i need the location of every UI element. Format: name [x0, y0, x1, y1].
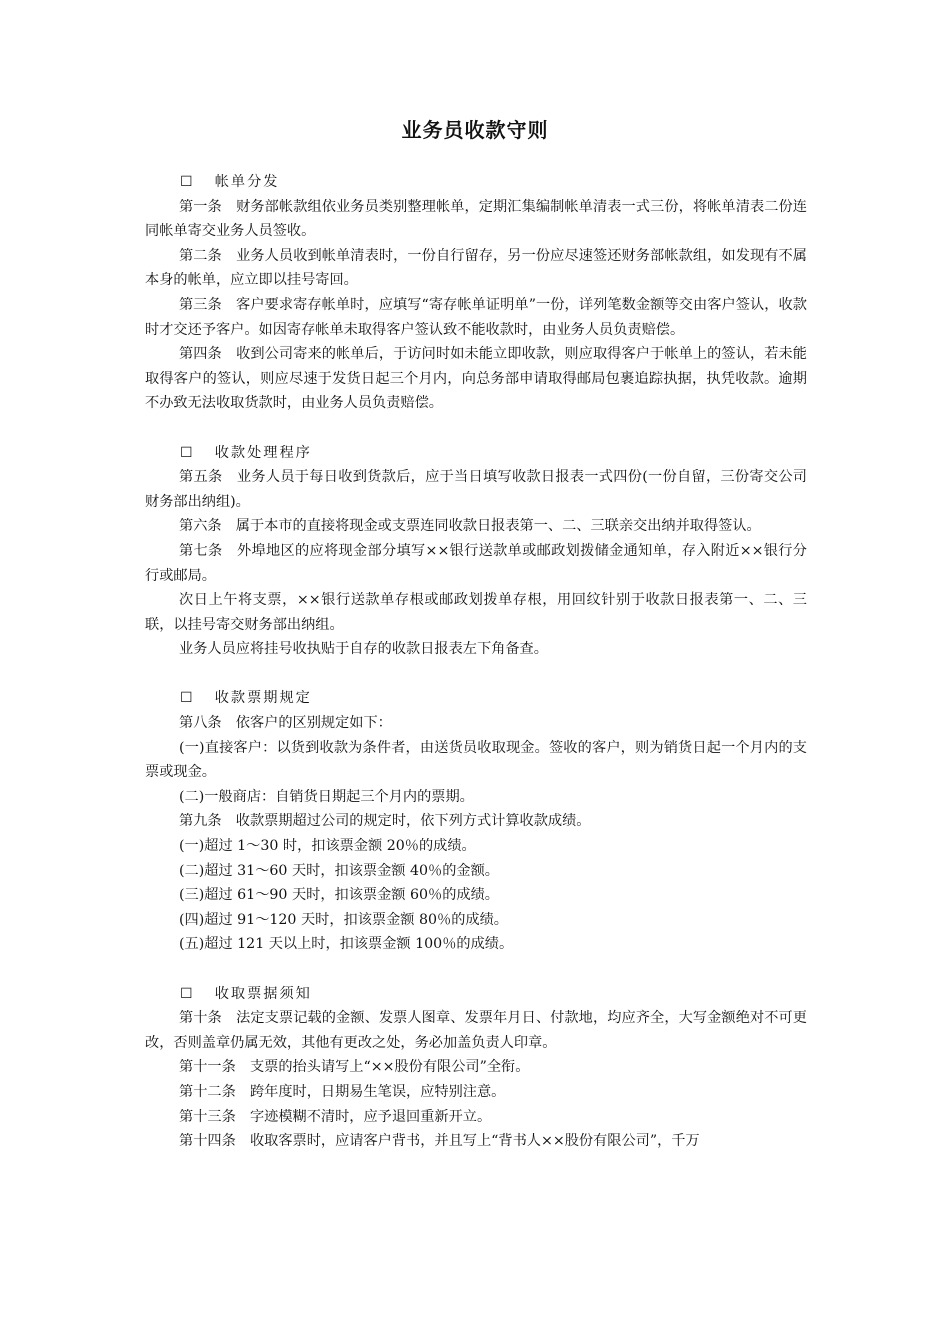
checkbox-icon: ☐ — [180, 444, 195, 461]
article-paragraph: 第九条 收款票期超过公司的规定时，依下列方式计算收款成绩。 — [179, 813, 591, 830]
section-spacer — [145, 416, 807, 441]
article-paragraph: 第五条 业务人员于每日收到货款后，应于当日填写收款日报表一式四份(一份自留，三份寄交公司财务部出纳组)。 — [145, 469, 807, 510]
section-heading — [180, 441, 807, 466]
article-paragraph: (三)超过 61～90 天时，扣该票金额 60％的成绩。 — [179, 887, 499, 904]
article-paragraph: (四)超过 91～120 天时，扣该票金额 80％的成绩。 — [179, 911, 508, 928]
article-paragraph: 次日上午将支票，××银行送款单存根或邮政划拨单存根，用回纹针别于收款日报表第一、二、三联，以挂号寄交财务部出纳组。 — [145, 592, 807, 633]
article-paragraph: (一)直接客户：以货到收款为条件者，由送货员收取现金。签收的客户，则为销货日起一个月内的支票或现金。 — [145, 739, 807, 781]
checkbox-icon: ☐ — [180, 174, 195, 190]
article-paragraph: 第二条 业务人员收到帐单清表时，一份自行留存，另一份应尽速签还财务部帐款组，如发现有不属本身的帐单，应立即以挂号寄回。 — [145, 247, 807, 289]
article-paragraph: (二)超过 31～60 天时，扣该票金额 40％的金额。 — [179, 862, 499, 879]
section-heading-text: 收款处理程序 — [214, 444, 312, 461]
page-title: 业务员收款守则 — [401, 118, 549, 142]
article-paragraph: 第十二条 跨年度时，日期易生笔误，应特别注意。 — [179, 1083, 506, 1100]
article-paragraph: 第四条 收到公司寄来的帐单后，于访问时如未能立即收款，则应取得客户于帐单上的签认，若未能取得客户的签认，则应尽速于发货日起三个月内，向总务部申请取得邮局包裹追踪执据，执凭收款。逾期不办致无法收取货款时，由业务人员负责赔偿。 — [145, 346, 807, 412]
article-paragraph: (二)一般商店：自销货日期起三个月内的票期。 — [179, 788, 474, 805]
document-body — [145, 170, 807, 1154]
article-paragraph: 第一条 财务部帐款组依业务员类别整理帐单，定期汇集编制帐单清表一式三份，将帐单清表二份连同帐单寄交业务人员签收。 — [145, 198, 807, 240]
section-spacer — [145, 957, 807, 982]
section-heading — [180, 170, 807, 195]
article-paragraph: 业务人员应将挂号收执贴于自存的收款日报表左下角备查。 — [179, 641, 548, 658]
article-paragraph: 第六条 属于本市的直接将现金或支票连同收款日报表第一、二、三联亲交出纳并取得签认。 — [179, 518, 761, 535]
article-paragraph: 第七条 外埠地区的应将现金部分填写××银行送款单或邮政划拨储金通知单，存入附近××银行分行或邮局。 — [145, 542, 807, 584]
section-spacer — [145, 662, 807, 687]
article-paragraph: 第十条 法定支票记载的金额、发票人图章、发票年月日、付款地，均应齐全，大写金额绝对不可更改，否则盖章仍属无效，其他有更改之处，务必加盖负责人印章。 — [145, 1010, 807, 1051]
section-heading — [180, 982, 807, 1007]
article-paragraph: 第十四条 收取客票时，应请客户背书，并且写上“背书人××股份有限公司”，千万 — [179, 1133, 700, 1150]
article-paragraph: (五)超过 121 天以上时，扣该票金额 100％的成绩。 — [179, 936, 514, 953]
article-paragraph: 第八条 依客户的区别规定如下： — [179, 715, 392, 732]
article-paragraph: 第三条 客户要求寄存帐单时，应填写“寄存帐单证明单”一份，详列笔数金额等交由客户签认，收款时才交还予客户。如因寄存帐单未取得客户签认致不能收款时，由业务人员负责赔偿。 — [145, 296, 807, 338]
section-heading-text: 收款票期规定 — [214, 690, 312, 707]
article-paragraph: 第十一条 支票的抬头请写上“××股份有限公司”全衔。 — [179, 1059, 530, 1076]
section-heading — [180, 686, 807, 711]
article-paragraph: (一)超过 1～30 时，扣该票金额 20％的成绩。 — [179, 838, 476, 855]
section-heading-text: 收取票据须知 — [214, 985, 312, 1002]
article-paragraph: 第十三条 字迹模糊不清时，应予退回重新开立。 — [179, 1108, 492, 1125]
checkbox-icon: ☐ — [180, 690, 195, 707]
checkbox-icon: ☐ — [180, 985, 195, 1002]
section-heading-text: 帐单分发 — [214, 174, 280, 190]
